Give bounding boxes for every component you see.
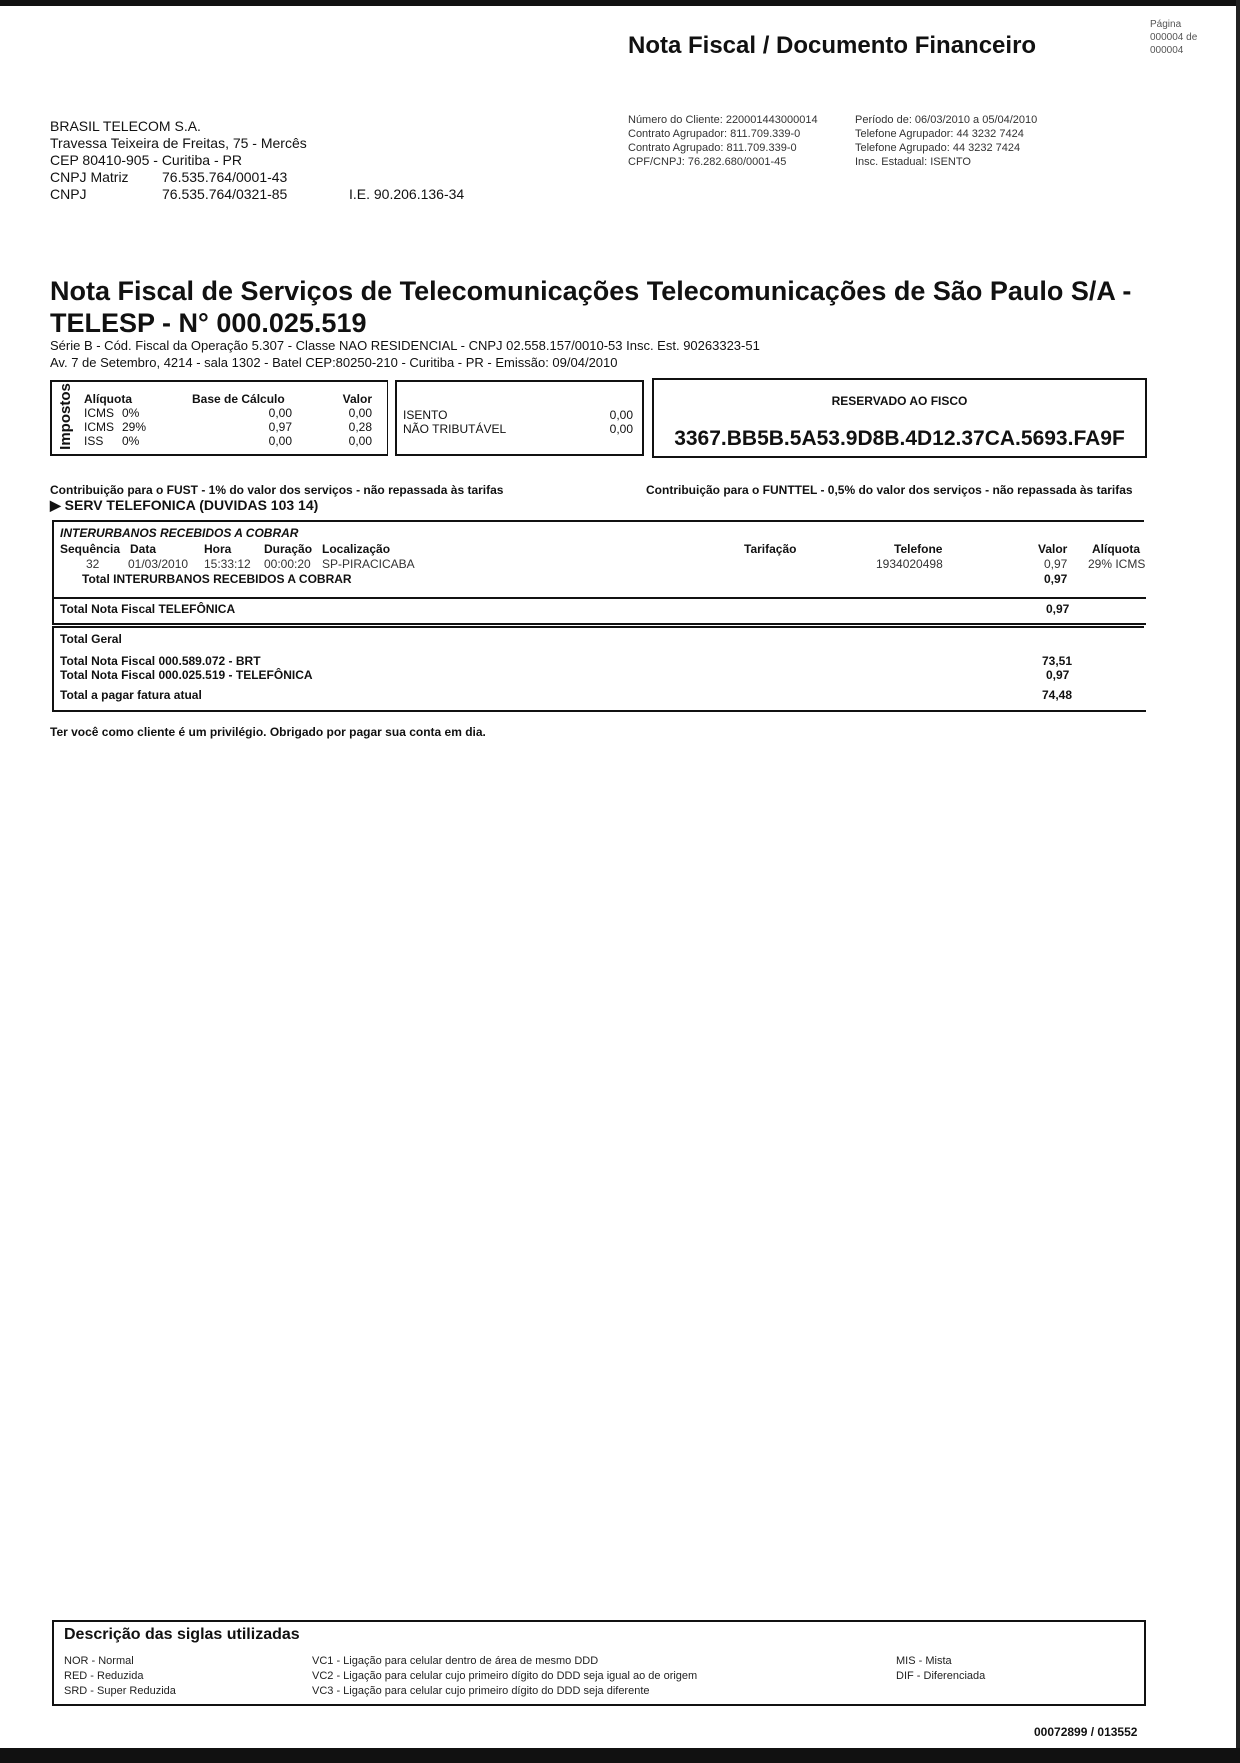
total-pagar-label: Total a pagar fatura atual: [60, 688, 202, 702]
nao-tributavel-label: NÃO TRIBUTÁVEL: [403, 422, 507, 436]
base-calculo-header: Base de Cálculo: [192, 392, 285, 406]
sigla-item: MIS - Mista: [896, 1655, 952, 1667]
issuer-cnpj: [50, 186, 307, 203]
isento-row: [403, 408, 633, 422]
row-valor: 0,97: [1044, 557, 1068, 571]
cpf-cnpj: CPF/CNPJ: 76.282.680/0001-45: [628, 156, 787, 168]
col-data-header: Data: [130, 542, 157, 556]
servico-label: SERV TELEFONICA (DUVIDAS 103 14): [64, 497, 319, 513]
impostos-row: [84, 434, 372, 448]
tax-value: 0,00: [348, 434, 372, 448]
telefone-agrupador: Telefone Agrupador: 44 3232 7424: [855, 128, 1024, 140]
row-aliquota: 29% ICMS: [1088, 557, 1146, 571]
issuer-name: BRASIL TELECOM S.A.: [50, 118, 201, 134]
impostos-header-row: [84, 392, 372, 406]
isento-box: [395, 380, 644, 456]
servico-title: [50, 497, 318, 514]
client-info-right: [855, 113, 1037, 169]
impostos-table: [84, 392, 372, 448]
issuer-block: [50, 118, 307, 203]
cnpj-matriz-label: CNPJ Matriz: [50, 169, 129, 185]
row-telefone: 1934020498: [876, 557, 943, 571]
interurbanos-total-value: 0,97: [1044, 572, 1068, 586]
col-aliquota-header: Alíquota: [1092, 542, 1140, 556]
row-localizacao: SP-PIRACICABA: [322, 557, 415, 571]
client-number: Número do Cliente: 220001443000014: [628, 114, 818, 126]
contrato-agrupado: Contrato Agrupado: 811.709.339-0: [628, 142, 797, 154]
tax-name: ICMS: [84, 406, 114, 420]
insc-estadual: Insc. Estadual: ISENTO: [855, 156, 971, 168]
table-row: [54, 557, 1146, 571]
contrato-agrupador: Contrato Agrupador: 811.709.339-0: [628, 128, 801, 140]
nao-tributavel-value: 0,00: [609, 422, 633, 436]
bottom-border: [0, 1748, 1240, 1763]
tax-value: 0,00: [348, 406, 372, 420]
tax-name: ICMS: [84, 420, 114, 434]
total-geral-item-label: Total Nota Fiscal 000.025.519 - TELEFÔNICA: [60, 668, 313, 682]
nota-address: Av. 7 de Setembro, 4214 - sala 1302 - Batel CEP:80250-210 - Curitiba - PR - Emissão: 09/04/2010: [50, 355, 618, 370]
col-valor-header: Valor: [1038, 542, 1068, 556]
total-nf-telefonica-value: 0,97: [1046, 602, 1070, 616]
page-label: Página: [1150, 19, 1182, 30]
tax-base: 0,00: [268, 434, 292, 448]
sigla-item: VC2 - Ligação para celular cujo primeiro dígito do DDD seja igual ao de origem: [312, 1670, 698, 1682]
sigla-item: NOR - Normal: [64, 1655, 134, 1667]
issuer-cnpj-matriz: [50, 169, 307, 186]
tax-value: 0,28: [348, 420, 372, 434]
sigla-item: RED - Reduzida: [64, 1670, 144, 1682]
top-border: [0, 0, 1240, 6]
siglas-title: Descrição das siglas utilizadas: [64, 1626, 300, 1643]
siglas-col-3: [896, 1654, 985, 1684]
funttel-note: Contribuição para o FUNTTEL - 0,5% do valor dos serviços - não repassada às tarifas: [646, 483, 1133, 497]
document-title: Nota Fiscal / Documento Financeiro: [628, 32, 1037, 59]
interurbanos-total-label: Total INTERURBANOS RECEBIDOS A COBRAR: [82, 572, 352, 586]
col-telefone-header: Telefone: [894, 542, 943, 556]
col-sequencia-header: Sequência: [60, 542, 121, 556]
col-localizacao-header: Localização: [322, 542, 391, 556]
row-duracao: 00:00:20: [264, 557, 311, 571]
total-nf-telefonica-label: Total Nota Fiscal TELEFÔNICA: [60, 602, 236, 616]
page-indicator: [1150, 18, 1197, 57]
periodo: Período de: 06/03/2010 a 05/04/2010: [855, 114, 1038, 126]
play-marker-icon: ▶: [50, 497, 61, 513]
cnpj-value: 76.535.764/0321-85: [162, 186, 288, 202]
col-duracao-header: Duração: [264, 542, 313, 556]
footer-code: 00072899 / 013552: [1034, 1725, 1138, 1739]
sigla-item: VC1 - Ligação para celular dentro de área de mesmo DDD: [312, 1655, 599, 1667]
isento-value: 0,00: [609, 408, 633, 422]
cnpj-label: CNPJ: [50, 186, 87, 202]
issuer-cep: CEP 80410-905 - Curitiba - PR: [50, 152, 242, 168]
interurbanos-title: INTERURBANOS RECEBIDOS A COBRAR: [60, 526, 299, 540]
tax-rate: 29%: [122, 420, 147, 434]
nao-tributavel-row: [403, 422, 633, 436]
cnpj-matriz-value: 76.535.764/0001-43: [162, 169, 288, 185]
sigla-item: SRD - Super Reduzida: [64, 1685, 176, 1697]
total-geral-item-value: 0,97: [1046, 668, 1070, 682]
nota-serie-block: [50, 337, 760, 371]
impostos-vertical-label: Impostos: [56, 383, 74, 450]
siglas-col-2: [312, 1654, 697, 1699]
total-geral-section: [52, 628, 1146, 712]
reservado-fisco-box: [652, 378, 1147, 458]
valor-header: Valor: [342, 392, 372, 406]
aliquota-header: Alíquota: [84, 392, 132, 406]
right-border: [1236, 0, 1240, 1763]
thank-you-message: Ter você como cliente é um privilégio. Obrigado por pagar sua conta em dia.: [50, 725, 486, 739]
nota-serie: Série B - Cód. Fiscal da Operação 5.307 - Classe NAO RESIDENCIAL - CNPJ 02.558.157/0010-53 Insc. Est. 90263323-51: [50, 338, 760, 353]
tax-base: 0,97: [268, 420, 292, 434]
total-pagar-value: 74,48: [1042, 688, 1073, 702]
col-tarifacao-header: Tarifação: [744, 542, 797, 556]
fisco-title: RESERVADO AO FISCO: [831, 394, 968, 408]
isento-label: ISENTO: [403, 408, 448, 422]
total-nf-telefonica-section: [52, 598, 1146, 625]
impostos-row: [84, 420, 372, 434]
tax-rate: 0%: [122, 434, 140, 448]
sigla-item: DIF - Diferenciada: [896, 1670, 986, 1682]
tax-name: ISS: [84, 434, 104, 448]
interurbanos-section: [52, 522, 1146, 599]
page-current: 000004 de: [1150, 32, 1198, 43]
issuer-ie: I.E. 90.206.136-34: [349, 186, 465, 202]
fisco-code: 3367.BB5B.5A53.9D8B.4D12.37CA.5693.FA9F: [674, 427, 1125, 450]
impostos-row: [84, 406, 372, 420]
nota-fiscal-title: Nota Fiscal de Serviços de Telecomunicações Telecomunicações de São Paulo S/A - TELESP - N° 000.025.519: [50, 276, 1132, 338]
fust-note: Contribuição para o FUST - 1% do valor dos serviços - não repassada às tarifas: [50, 483, 504, 497]
total-geral-item-value: 73,51: [1042, 654, 1073, 668]
siglas-col-1: [64, 1654, 176, 1699]
total-geral-item-label: Total Nota Fiscal 000.589.072 - BRT: [60, 654, 261, 668]
row-data: 01/03/2010: [128, 557, 189, 571]
sigla-item: VC3 - Ligação para celular cujo primeiro dígito do DDD seja diferente: [312, 1685, 650, 1697]
row-sequencia: 32: [86, 557, 100, 571]
siglas-box: [52, 1620, 1146, 1706]
client-info-left: [628, 113, 818, 169]
issuer-address: Travessa Teixeira de Freitas, 75 - Mercês: [50, 135, 307, 151]
tax-rate: 0%: [122, 406, 140, 420]
page-total: 000004: [1150, 45, 1184, 56]
col-hora-header: Hora: [204, 542, 232, 556]
total-geral-title: Total Geral: [60, 632, 122, 646]
telefone-agrupado: Telefone Agrupado: 44 3232 7424: [855, 142, 1021, 154]
row-hora: 15:33:12: [204, 557, 251, 571]
tax-base: 0,00: [268, 406, 292, 420]
impostos-box: [50, 380, 388, 456]
